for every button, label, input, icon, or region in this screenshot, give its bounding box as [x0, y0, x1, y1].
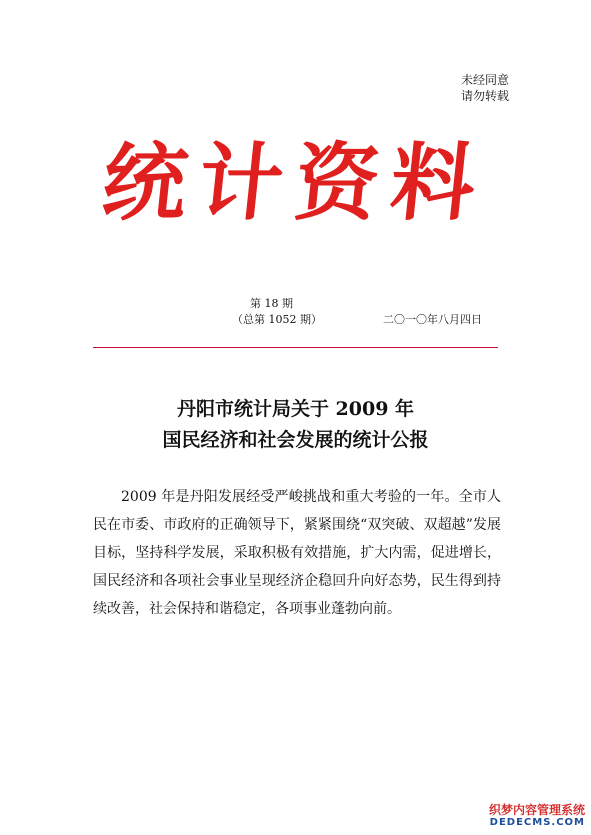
header-divider: [93, 347, 498, 348]
copyright-notice: [461, 72, 509, 104]
report-title-line-1: 丹阳市统计局关于 2009 年: [176, 398, 415, 420]
notice-line-1: 未经同意: [460, 73, 509, 87]
watermark-line-1: 织梦内容管理系统: [488, 803, 585, 817]
body-paragraph: 2009 年是丹阳发展经受严峻挑战和重大考验的一年。全市人民在市委、市政府的正确领导下，紧紧围绕“双突破、双超越”发展目标，坚持科学发展，采取积极有效措施，扩大内需，促进增长，国民经济和各项社会事业呈现经济企稳回升向好态势，民生得到持续改善，社会保持和谐稳定，各项事业蓬勃向前。: [93, 489, 501, 617]
masthead-title: 统计资料: [97, 134, 493, 232]
report-title-line-2: 国民经济和社会发展的统计公报: [162, 429, 429, 451]
report-body: [93, 483, 501, 623]
issue-number: 第 18 期: [250, 297, 293, 310]
issue-date: 二〇一〇年八月四日: [383, 313, 482, 326]
watermark-line-2: DEDECMS.COM: [489, 817, 585, 828]
notice-line-2: 请勿转载: [460, 89, 509, 103]
issue-total-number: （总第 1052 期）: [232, 313, 322, 326]
site-watermark: [489, 803, 585, 829]
